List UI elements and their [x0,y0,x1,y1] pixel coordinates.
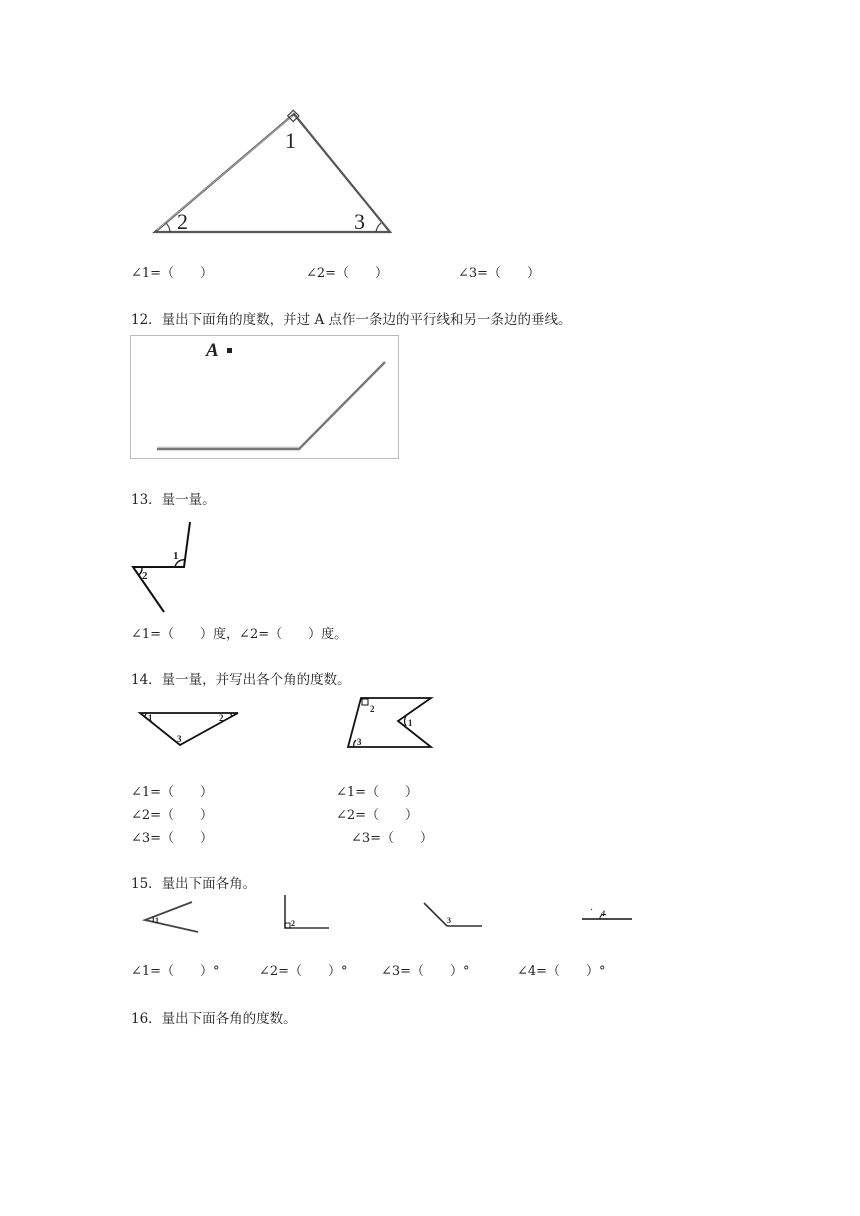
q15-answer-1: ∠1=（ ）° [131,964,220,979]
angle-label-1: 1 [285,128,296,153]
q14-fig2-label-2: 2 [370,704,375,714]
q14-right-answer-2: ∠2=（ ） [336,808,419,823]
q14-right-answer-3: ∠3=（ ） [351,831,434,846]
q14-fig2-label-3: 3 [357,737,362,747]
q14-fig1-label-3: 3 [177,734,182,744]
q16-title: 16．量出下面各角的度数。 [131,1011,297,1027]
q15-angle-3 [421,899,485,933]
q15-angle-4 [580,906,636,936]
q13-figure [130,518,230,618]
point-a-dot [227,348,232,353]
q14-fig2-label-1: 1 [408,718,413,728]
angle-label-3: 3 [354,209,365,234]
q14-left-answer-3: ∠3=（ ） [131,831,214,846]
q14-fig1-label-2: 2 [219,713,224,723]
q11-answer-1: ∠1=（ ） [131,266,214,281]
q14-figure-2 [345,695,445,755]
q15-answer-4: ∠4=（ ）° [517,964,606,979]
q15-label-2: 2 [291,919,295,928]
angle-label-2: 2 [177,209,188,234]
q13-title: 13．量一量。 [131,492,216,508]
q13-angle-label-1: 1 [173,550,179,562]
q14-fig1-label-1: 1 [148,713,153,723]
q13-angle-label-2: 2 [142,570,148,582]
q14-title: 14．量一量，并写出各个角的度数。 [131,672,351,688]
q15-answer-2: ∠2=（ ）° [259,964,348,979]
q14-figure-1 [137,710,247,750]
q11-answer-2: ∠2=（ ） [306,266,389,281]
q12-title: 12．量出下面角的度数，并过 A 点作一条边的平行线和另一条边的垂线。 [131,312,572,328]
q13-answer: ∠1=（ ）度，∠2=（ ）度。 [131,627,348,642]
q15-label-1: 1 [155,916,159,925]
q11-answer-3: ∠3=（ ） [458,266,541,281]
q12-figure [130,335,400,459]
point-label-a: A [206,340,219,361]
q15-answer-3: ∠3=（ ）° [381,964,470,979]
q15-label-4: 4 [601,909,605,918]
q15-angle-2 [282,893,332,933]
q14-left-answer-1: ∠1=（ ） [131,785,214,800]
q14-right-answer-1: ∠1=（ ） [336,785,419,800]
q15-label-3: 3 [447,916,451,925]
q15-angle-1 [142,898,202,938]
q14-left-answer-2: ∠2=（ ） [131,808,214,823]
q15-title: 15．量出下面各角。 [131,876,257,892]
